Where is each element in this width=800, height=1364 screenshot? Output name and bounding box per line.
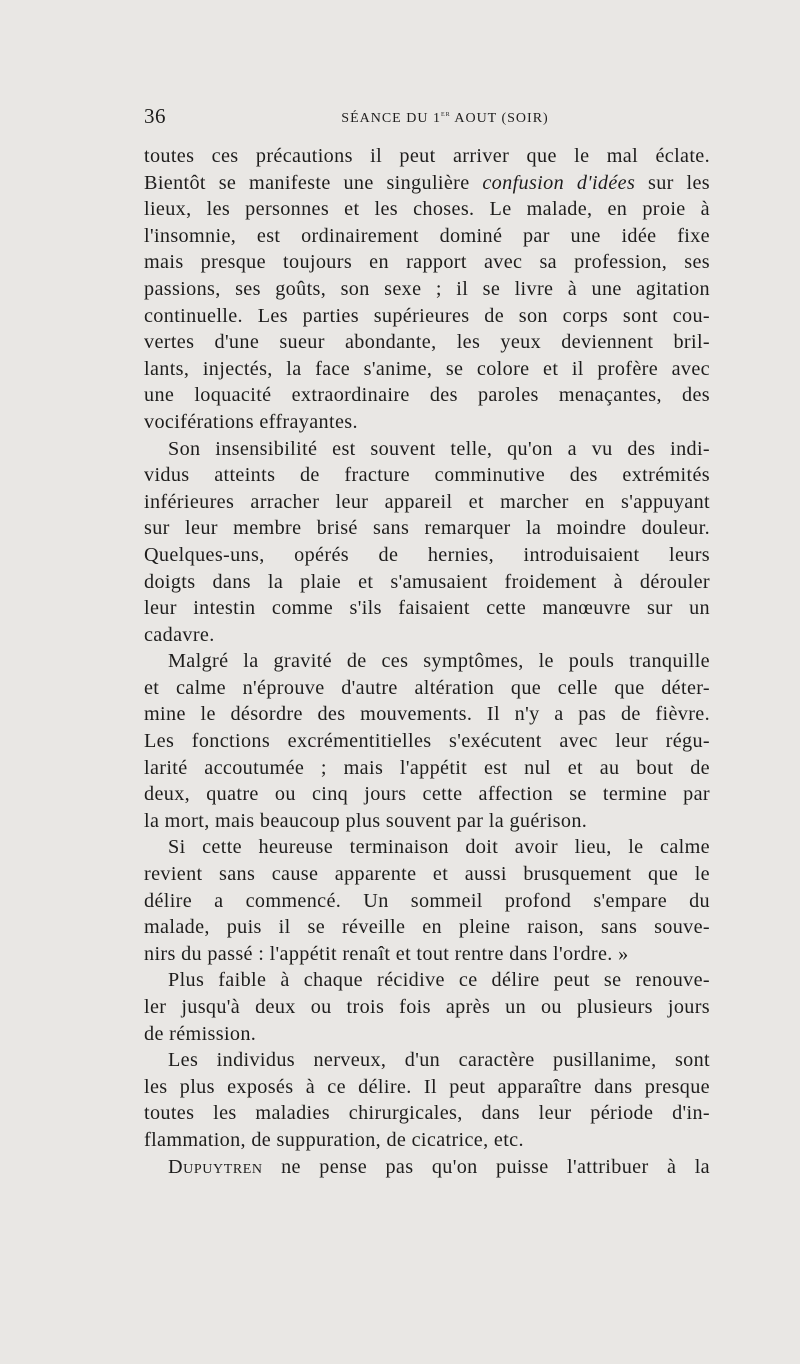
paragraph (144, 648, 710, 834)
text-run: cadavre. (144, 623, 215, 646)
text-line (144, 489, 710, 516)
text-run: larité accoutumée ; mais l'appétit est nul et au bout de (144, 756, 710, 779)
body-text (144, 143, 710, 1180)
text-line (144, 436, 710, 463)
text-line (144, 622, 710, 649)
text-run: vidus atteints de fracture comminutive des extrémités (144, 464, 710, 487)
text-run: doigts dans la plaie et s'amusaient froidement à dérouler (144, 570, 710, 593)
text-run: sur les (635, 171, 710, 194)
text-line (144, 356, 710, 383)
text-line (144, 1074, 710, 1101)
text-run: malade, puis il se réveille en pleine raison, sans souve- (144, 916, 710, 939)
running-title-superscript: er (440, 108, 451, 118)
text-run: mine le désordre des mouvements. Il n'y a pas de fièvre. (144, 703, 710, 726)
text-run: de rémission. (144, 1022, 257, 1045)
text-line (144, 967, 710, 994)
text-line (144, 675, 710, 702)
text-line (144, 223, 710, 250)
text-line (144, 808, 710, 835)
text-run: inférieures arracher leur appareil et marcher en s'appuyant (144, 490, 710, 513)
text-run: une loquacité extraordinaire des paroles menaçantes, des (144, 384, 710, 407)
text-line (144, 249, 710, 276)
text-run: sur leur membre brisé sans remarquer la moindre douleur. (144, 517, 710, 540)
text-run: Les fonctions excrémentitielles s'exécutent avec leur régu- (144, 730, 710, 753)
text-run: Son insensibilité est souvent telle, qu'on a vu des indi- (168, 437, 710, 460)
text-line (144, 941, 710, 968)
text-line (144, 914, 710, 941)
text-run: délire a commencé. Un sommeil profond s'empare du (144, 889, 710, 912)
paragraph (144, 1154, 710, 1181)
text-run: leur intestin comme s'ils faisaient cette manœuvre sur un (144, 597, 710, 620)
text-line (144, 701, 710, 728)
author-name: Dupuytren (168, 1155, 263, 1178)
text-run: mais presque toujours en rapport avec sa profession, ses (144, 251, 710, 274)
paragraph (144, 1047, 710, 1153)
text-run: Si cette heureuse terminaison doit avoir lieu, le calme (168, 836, 710, 859)
text-line (144, 1154, 710, 1181)
text-line (144, 1100, 710, 1127)
text-run: continuelle. Les parties supérieures de son corps sont cou- (144, 304, 710, 327)
text-run: Les individus nerveux, d'un caractère pusillanime, sont (168, 1049, 710, 1072)
text-run: passions, ses goûts, son sexe ; il se livre à une agitation (144, 277, 710, 300)
text-line (144, 143, 710, 170)
text-run: toutes les maladies chirurgicales, dans leur période d'in- (144, 1102, 710, 1125)
text-run: deux, quatre ou cinq jours cette affection se termine par (144, 783, 710, 806)
text-line (144, 1047, 710, 1074)
text-run: nirs du passé : l'appétit renaît et tout rentre dans l'ordre. » (144, 942, 629, 965)
text-line (144, 382, 710, 409)
text-run: la mort, mais beaucoup plus souvent par la guérison. (144, 809, 588, 832)
text-run: ler jusqu'à deux ou trois fois après un ou plusieurs jours (144, 996, 710, 1018)
text-line (144, 861, 710, 888)
text-line (144, 781, 710, 808)
text-line (144, 888, 710, 915)
text-run: Bientôt se manifeste une singulière (144, 171, 483, 194)
text-line (144, 303, 710, 330)
text-run: Malgré la gravité de ces symptômes, le pouls tranquille (168, 650, 710, 673)
text-line (144, 648, 710, 675)
paragraph (144, 143, 710, 436)
text-run: toutes ces précautions il peut arriver que le mal éclate. (144, 145, 710, 167)
text-run: et calme n'éprouve d'autre altération que celle que déter- (144, 676, 710, 699)
text-run: vociférations effrayantes. (144, 410, 358, 433)
running-title (144, 108, 710, 127)
text-run: lieux, les personnes et les choses. Le malade, en proie à (144, 198, 710, 221)
text-line (144, 994, 710, 1021)
paragraph (144, 436, 710, 649)
text-line (144, 196, 710, 223)
text-run: l'insomnie, est ordinairement dominé par une idée fixe (144, 224, 710, 247)
text-line (144, 728, 710, 755)
text-line (144, 409, 710, 436)
text-line (144, 755, 710, 782)
text-run: Plus faible à chaque récidive ce délire peut se renouve- (168, 969, 710, 992)
text-run: lants, injectés, la face s'anime, se colore et il profère avec (144, 357, 710, 380)
text-run: vertes d'une sueur abondante, les yeux deviennent bril- (144, 331, 710, 354)
text-line (144, 569, 710, 596)
text-line (144, 1021, 710, 1048)
page-number: 36 (144, 104, 166, 128)
text-line (144, 515, 710, 542)
running-title-pre: SÉANCE DU 1 (341, 111, 441, 126)
running-title-post: AOUT (SOIR) (450, 111, 549, 126)
text-run: revient sans cause apparente et aussi brusquement que le (144, 863, 710, 886)
text-run: les plus exposés à ce délire. Il peut apparaître dans presque (144, 1075, 710, 1098)
text-line (144, 329, 710, 356)
text-run: Quelques-uns, opérés de hernies, introduisaient leurs (144, 543, 710, 566)
paragraph (144, 834, 710, 967)
paragraph (144, 967, 710, 1047)
text-line (144, 170, 710, 197)
italic-text: confusion d'idées (482, 171, 636, 194)
text-run: flammation, de suppuration, de cicatrice, etc. (144, 1128, 524, 1151)
text-line (144, 462, 710, 489)
text-line (144, 1127, 710, 1154)
text-line (144, 595, 710, 622)
text-line (144, 276, 710, 303)
text-line (144, 542, 710, 569)
text-line (144, 834, 710, 861)
text-run: ne pense pas qu'on puisse l'attribuer à la (262, 1155, 710, 1178)
page-header (144, 104, 710, 134)
